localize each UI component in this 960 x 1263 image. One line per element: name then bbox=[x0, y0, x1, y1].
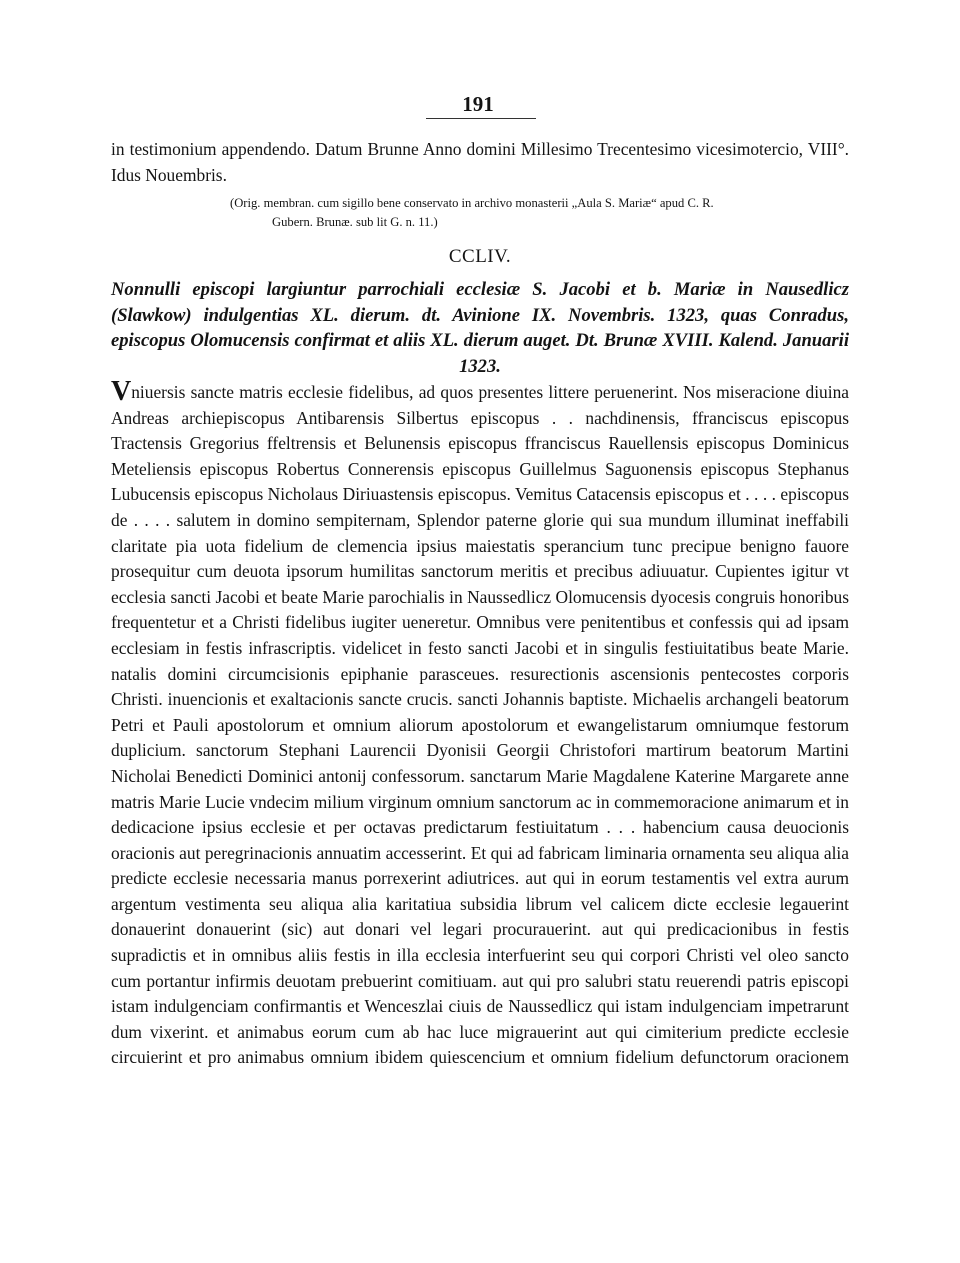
source-note bbox=[230, 194, 850, 232]
document-heading: Nonnulli episcopi largiuntur parrochiali ecclesiæ S. Jacobi et b. Mariæ in Nausedlicz (Slawkow) indulgentias XL. dierum. dt. Avinione IX. Novembris. 1323, quas Conradus, episcopus Olomucensis confirmat et aliis XL. dierum auget. Dt. Brunæ XVIII. Kalend. Januarii 1323. bbox=[111, 279, 849, 377]
intro-paragraph: in testimonium appendendo. Datum Brunne Anno domini Millesimo Trecentesimo vicesimotercio, VIII°. Idus Nouembris. bbox=[111, 139, 849, 185]
page-number: 191 bbox=[462, 92, 494, 116]
document-body-text: niuersis sancte matris ecclesie fidelibus, ad quos presentes littere peruenerint. Nos miseracione diuina Andreas archiepiscopus Antibarensis Silbertus episcopus . . nachdinensis, ffranciscus episcopus Tractensis Gregorius ffeltrensis et Belunensis episcopus ffranciscus Rauellensis episcopus Dominicus Meteliensis episcopus Robertus Connerensis episcopus Guillelmus Saguonensis episcopus Stephanus Lubucensis episcopus Nicholaus Diriuastensis episcopus. Vemitus Catacensis episcopus et . . . . episcopus de . . . . salutem in domino sempiternam, Splendor paterne glorie qui sua mundum illuminat ineffabili claritate pia uota fidelium de clemencia ipsius maiestatis sperancium tunc precipue benigno fauore prosequitur cum deuota ipsorum humilitas sanctorum meritis et precibus adiuuatur. Cupientes igitur vt ecclesia sancti Jacobi et beate Marie parochialis in Naussedlicz Olomucensis dyocesis congruis honoribus frequentetur et a Christi fidelibus iugiter ueneretur. Omnibus vere penitentibus et confessis qui ad ipsam ecclesiam in festis infrascriptis. videlicet in festo sancti Jacobi et in singulis festiuitatibus beate Marie. natalis domini circumcisionis epiphanie parasceues. resurectionis ascensionis pentecostes corporis Christi. inuencionis et exaltacionis sancte crucis. sancti Johannis baptiste. Michaelis archangeli beatorum Petri et Pauli apostolorum et omnium aliorum apostolorum et ewangelistarum omniumque festorum duplicium. sanctorum Stephani Laurencii Dyonisii Georgii Christofori martirum beatorum Martini Nicholai Benedicti Dominici antonij confessorum. sanctarum Marie Magdalene Katerine Margarete anne matris Marie Lucie vndecim milium virginum omnium sanctorum ac in commemoracione animarum et in dedicacione ipsius ecclesie et per octavas predictarum festiuitatum . . . habencium causa deuocionis oracionis aut peregrinacionis annuatim accesserint. Et qui ad fabricam liminaria ornamenta seu aliqua alia predicte ecclesie necessaria manus porrexerint adiutrices. aut qui in eorum testamentis vel extra aurum argentum vestimenta seu aliqua alia karitatiua subsidia librum vel calicem dicte ecclesie legauerint donauerint donauerint (sic) aut donari vel legari procurauerint. aut qui predicacionibus in festis supradictis et in omnibus aliis festis in illa ecclesia interfuerint seu qui corpori Christi vel oleo sancto cum portantur infirmis deuotam prebuerint comitiuam. aut qui pro salubri statu reuerendi patris episcopi istam indulgenciam confirmantis et Wenceszlai ciuis de Naussedlicz qui istam indulgenciam impetrarunt dum vixerint. et animabus eorum cum ab hac luce migrauerint aut qui cimiterium predicte ecclesie circuierint et pro animabus omnium ibidem quiescencium et omnium fidelium defunctorum oracionem bbox=[111, 382, 849, 1068]
source-note-line-1: (Orig. membran. cum sigillo bene conservato in archivo monasterii „Aula S. Mariæ“ apud C. R. bbox=[230, 196, 714, 210]
page-number-rule bbox=[426, 118, 536, 119]
source-note-line-2: Gubern. Brunæ. sub lit G. n. 11.) bbox=[272, 215, 438, 229]
initial-letter: V bbox=[111, 376, 132, 407]
document-body bbox=[111, 376, 849, 1071]
document-number: CCLIV. bbox=[448, 246, 512, 267]
